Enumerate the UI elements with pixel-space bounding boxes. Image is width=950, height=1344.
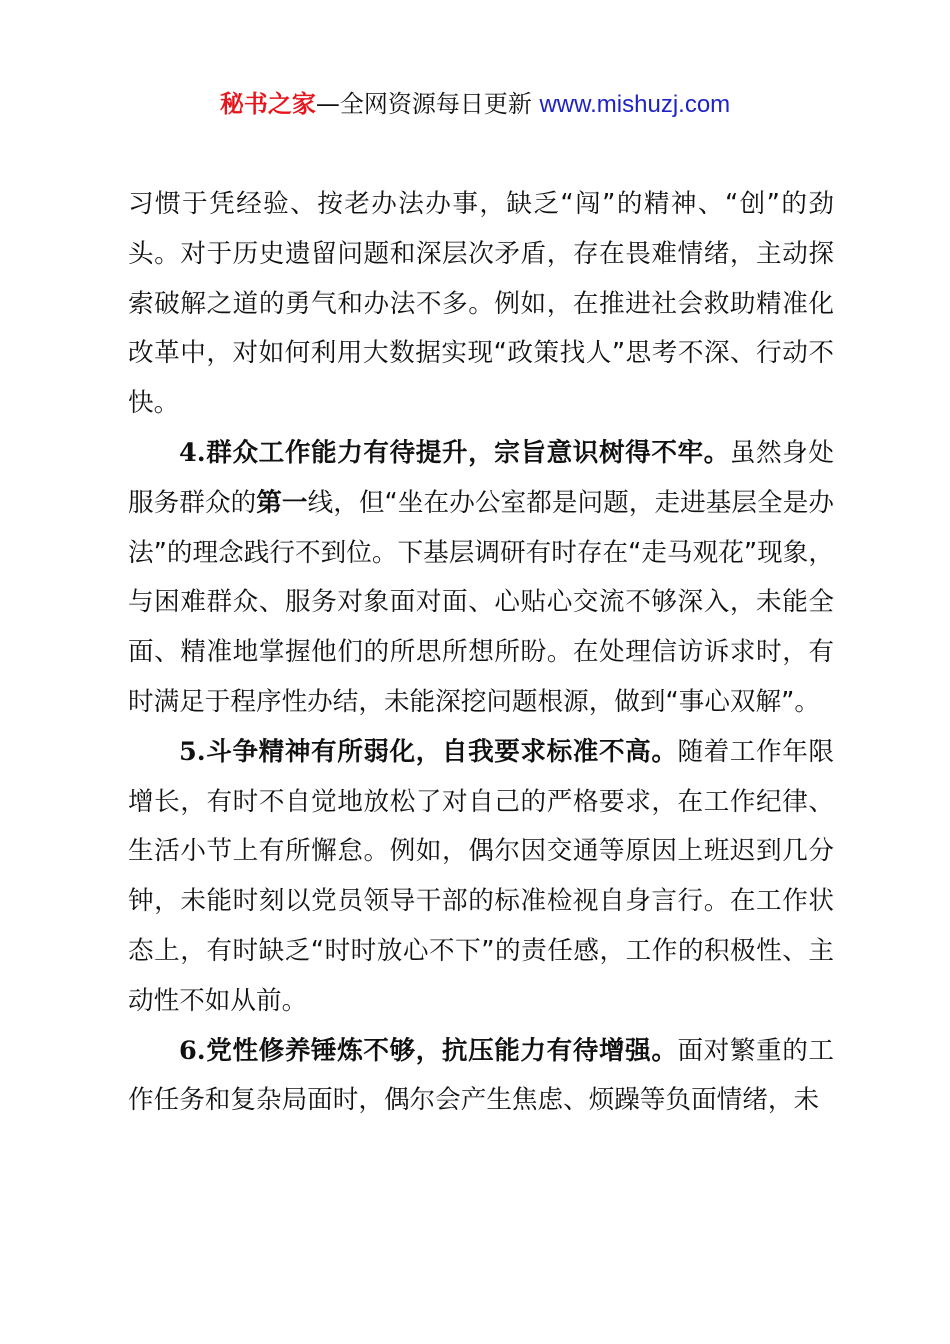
- paragraph-continuation: 习惯于凭经验、按老办法办事，缺乏“闯”的精神、“创”的劲头。对于历史遗留问题和深层次矛盾，存在畏难情绪，主动探索破解之道的勇气和办法不多。例如，在推进社会救助精准化改革中，对如何利用大数据实现“政策找人”思考不深、行动不快。: [128, 189, 834, 419]
- paragraph-item-4: [128, 429, 834, 728]
- item-text: 随着工作年限增长，有时不自觉地放松了对自己的严格要求，在工作纪律、生活小节上有所懈怠。例如，偶尔因交通等原因上班迟到几分钟，未能时刻以党员领导干部的标准检视自身言行。在工作状态上，有时缺乏“时时放心不下”的责任感，工作的积极性、主动性不如从前。: [128, 736, 834, 1016]
- paragraph-item-6: [128, 1027, 834, 1127]
- document-body: [128, 180, 834, 1126]
- brand-name: 秘书之家: [219, 90, 316, 118]
- item-text: 面对繁重的工作任务和复杂局面时，偶尔会产生焦虑、烦躁等负面情绪，未: [128, 1035, 834, 1116]
- item-text: 线，但“坐在办公室都是问题，走进基层全是办法”的理念践行不到位。下基层调研有时存在“走马观花”现象，与困难群众、服务对象面对面、心贴心交流不够深入，未能全面、精准地掌握他们的所思所想所盼。在处理信访诉求时，有时满足于程序性办结，未能深挖问题根源，做到“事心双解”。: [128, 487, 834, 717]
- item-heading: 斗争精神有所弱化，自我要求标准不高。: [205, 736, 678, 767]
- item-number: 6.: [179, 1035, 206, 1066]
- page-header: [0, 86, 950, 123]
- item-heading: 群众工作能力有待提升，宗旨意识树得不牢。: [205, 437, 730, 468]
- item-heading: 党性修养锤炼不够，抗压能力有待增强。: [205, 1035, 678, 1066]
- item-text-bold: 第一: [256, 487, 308, 518]
- site-url-link[interactable]: www.mishuzj.com: [539, 91, 731, 118]
- item-number: 5.: [179, 736, 206, 767]
- item-text: 虽然身处服务群众的: [128, 437, 834, 518]
- paragraph-item-5: [128, 728, 834, 1027]
- header-tagline: —全网资源每日更新: [315, 90, 540, 118]
- item-number: 4.: [179, 437, 206, 468]
